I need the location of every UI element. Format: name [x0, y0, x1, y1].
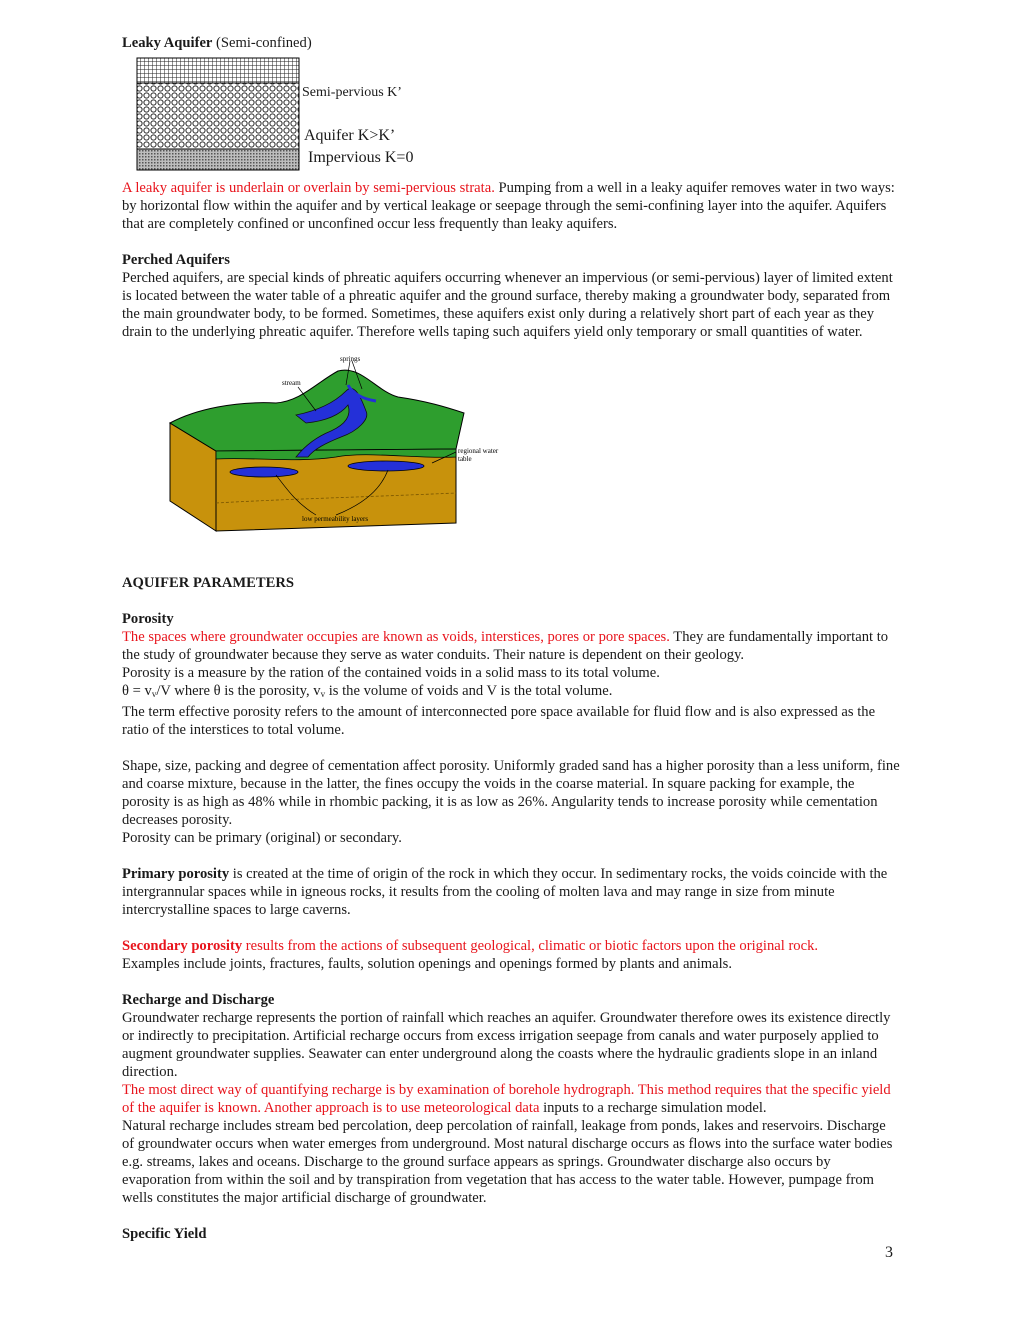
semi-pervious-layer — [137, 58, 299, 83]
porosity-heading-text: Porosity — [122, 611, 174, 627]
leaky-heading-line — [122, 34, 900, 52]
perched-aquifer-figure — [122, 353, 900, 548]
leaky-heading-note: (Semi-confined) — [212, 35, 312, 51]
stream-label: stream — [282, 379, 301, 387]
porosity-paragraph-1 — [122, 628, 900, 664]
formula-subscript-1: v — [151, 689, 157, 699]
porosity-highlight: The spaces where groundwater occupies are known as voids, interstices, pores or pore spaces. — [122, 629, 670, 645]
porosity-formula — [122, 682, 900, 703]
leaky-aquifer-diagram — [122, 57, 900, 171]
porosity-heading — [122, 610, 900, 628]
porosity-paragraph-2: Porosity is a measure by the ration of the contained voids in a solid mass to its total volume. — [122, 665, 660, 681]
primary-porosity-term: Primary porosity — [122, 866, 230, 882]
impervious-layer — [137, 149, 299, 170]
formula-part-c: is the volume of voids and V is the total volume. — [325, 683, 613, 699]
secondary-porosity-examples: Examples include joints, fractures, faults, solution openings and openings formed by plants and animals. — [122, 956, 732, 972]
leaky-paragraph — [122, 179, 900, 233]
aquifer-parameters-heading — [122, 574, 900, 592]
page-content — [122, 34, 900, 1243]
water-table-label-2: table — [458, 455, 472, 463]
layer-stack-figure — [136, 57, 302, 171]
recharge-heading — [122, 991, 900, 1009]
aquifer-label: Aquifer K>K’ — [304, 127, 396, 144]
primary-porosity-text: is created at the time of origin of the rock in which they occur. In sedimentary rocks, the voids coincide with the intergrannular spaces while in igneous rocks, it results from the cooling of molten lava and may range in size from minute intercrystalline spaces to large caverns. — [122, 866, 888, 918]
leaky-highlight: A leaky aquifer is underlain or overlain by semi-pervious strata. — [122, 180, 495, 196]
formula-subscript-2: v — [320, 689, 326, 699]
recharge-paragraph-1: Groundwater recharge represents the portion of rainfall which reaches an aquifer. Groundwater therefore owes its existence directly or indirectly to precipitation. Artificial recharge occurs from excess irrigation seepage from canals and water purposely applied to augment groundwater supplies. Seawater can enter underground along the coasts where the hydraulic gradients slope in an inland direction. — [122, 1010, 891, 1080]
perched-water-lens-right — [348, 461, 424, 471]
porosity-paragraph-4: Shape, size, packing and degree of cementation affect porosity. Uniformly graded sand has a higher porosity than a less uniform, fine and coarse mixture, because in the latter, the fines occupy the voids in the coarse material. In square packing for example, the porosity is as high as 48% while in rhombic packing, it is as low as 26%. Angularity tends to increase porosity while cementation decreases porosity. — [122, 758, 900, 828]
recharge-paragraph-2 — [122, 1081, 900, 1117]
specific-yield-heading — [122, 1225, 900, 1243]
leaky-text: Pumping from a well in a leaky aquifer removes water in two ways: by horizontal flow within the aquifer and by vertical leakage or seepage through the semi-confining layer into the aquifer. Aquifers that are completely confined or unconfined occur less frequently than leaky aquifers. — [122, 180, 895, 232]
specific-yield-heading-text: Specific Yield — [122, 1226, 207, 1242]
primary-porosity-paragraph — [122, 865, 900, 919]
perched-heading-text: Perched Aquifers — [122, 252, 230, 268]
recharge-text: inputs to a recharge simulation model. — [539, 1100, 767, 1116]
perched-water-lens-left — [230, 467, 298, 477]
impervious-label: Impervious K=0 — [308, 149, 414, 166]
perched-heading — [122, 251, 900, 269]
secondary-porosity-paragraph — [122, 937, 900, 955]
porosity-paragraph-3: The term effective porosity refers to the amount of interconnected pore space available for fluid flow and is also expressed as the ratio of the interstices to total volume. — [122, 704, 876, 738]
low-permeability-label: low permeability layers — [302, 515, 369, 523]
porosity-paragraph-5: Porosity can be primary (original) or secondary. — [122, 830, 402, 846]
water-table-label-1: regional water — [458, 447, 499, 455]
formula-part-a: θ = v — [122, 683, 152, 699]
block-diagram — [166, 353, 526, 548]
secondary-porosity-highlight: results from the actions of subsequent geological, climatic or biotic factors upon the original rock. — [242, 938, 819, 954]
aquifer-parameters-heading-text: AQUIFER PARAMETERS — [122, 575, 295, 591]
semi-pervious-label: Semi-pervious K’ — [302, 85, 402, 100]
leaky-heading: Leaky Aquifer — [122, 35, 213, 51]
springs-label: springs — [340, 355, 361, 363]
recharge-paragraph-3: Natural recharge includes stream bed percolation, deep percolation of rainfall, leakage from ponds, lakes and reservoirs. Discharge of groundwater occurs when water emerges from underground. Most natural discharge occurs as flows into the surface water bodies e.g. streams, lakes and oceans. Discharge to the ground surface appears as springs. Groundwater discharge also occurs by evaporation from within the soil and by transpiration from vegetation that has access to the water table. However, pumpage from wells constitutes the major artificial discharge of groundwater. — [122, 1118, 893, 1206]
perched-paragraph: Perched aquifers, are special kinds of phreatic aquifers occurring whenever an impervious (or semi-pervious) layer of limited extent is located between the water table of a phreatic aquifer and the ground surface, thereby making a groundwater body, separated from the main groundwater body, to be formed. Sometimes, these aquifers exist only during a relatively short part of each year as they drain to the underlying phreatic aquifer. Therefore wells taping such aquifers yield only temporary or small quantities of water. — [122, 270, 893, 340]
formula-part-b: /V where θ is the porosity, v — [156, 683, 321, 699]
recharge-heading-text: Recharge and Discharge — [122, 992, 275, 1008]
secondary-porosity-term: Secondary porosity — [122, 938, 243, 954]
aquifer-layer — [137, 83, 299, 149]
recharge-highlight: The most direct way of quantifying recharge is by examination of borehole hydrograph. This method requires that the specific yield of the aquifer is known. Another approach is to use meteorological data — [122, 1082, 891, 1116]
porosity-text: They are fundamentally important to the study of groundwater because they serve as water conduits. Their nature is dependent on their geology. — [122, 629, 889, 663]
page-number: 3 — [885, 1244, 893, 1261]
